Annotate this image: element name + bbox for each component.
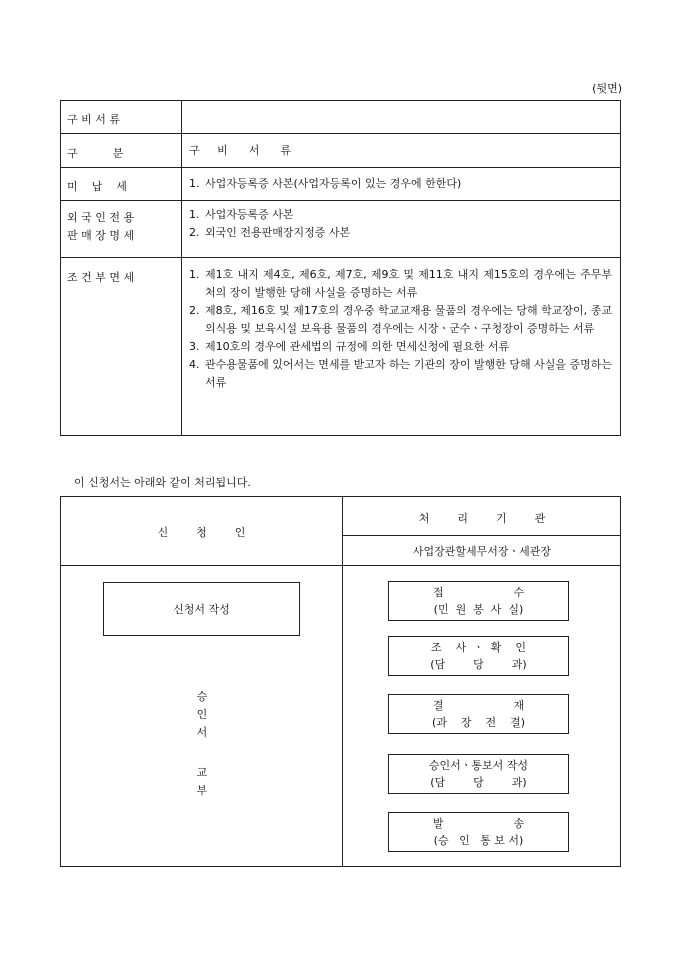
table-header-label: 구 비 서 류 (67, 113, 120, 126)
applicant-header: 신 청 인 (157, 526, 246, 539)
agency-step-box: 승인서ㆍ통보서 작성 (담 당 과) (388, 754, 569, 794)
document-item: 2. 외국인 전용판매장지정증 사본 (189, 226, 351, 239)
column-divider (181, 101, 182, 435)
agency-step-box: 결 재 (과 장 전 결) (388, 694, 569, 734)
process-table (60, 496, 621, 867)
agency-step-box: 조 사 ㆍ 확 인 (담 당 과) (388, 636, 569, 676)
document-item: 1. 사업자등록증 사본 (189, 208, 294, 221)
row-documents (189, 206, 612, 242)
applicant-step-label: 신청서 작성 (173, 602, 230, 616)
row-documents (189, 266, 612, 392)
row-documents (189, 175, 612, 193)
document-item: 1. 제1호 내지 제4호, 제6호, 제7호, 제9호 및 제11호 내지 제15호의 경우에는 주무부처의 장이 발행한 당해 사실을 증명하는 서류 (189, 268, 612, 299)
column-header-documents: 구 비 서 류 (189, 144, 291, 157)
column-header-category: 구 분 (67, 147, 124, 160)
agency-header: 처 리 기 관 (418, 512, 546, 525)
document-item: 3. 제10호의 경우에 관세법의 규정에 의한 면세신청에 필요한 서류 (189, 340, 510, 353)
row-category: 미 납 세 (67, 180, 127, 193)
agency-name: 사업장관할세무서장ㆍ세관장 (412, 545, 552, 558)
applicant-step-box (103, 582, 300, 636)
page-side-label: (뒷면) (592, 82, 622, 95)
agency-step-box: 접 수 (민 원 봉 사 실) (388, 581, 569, 621)
row-category: 외 국 인 전 용 (67, 211, 135, 224)
process-intro: 이 신청서는 아래와 같이 처리됩니다. (74, 476, 251, 489)
row-category: 조 건 부 면 세 (67, 271, 135, 284)
document-item: 4. 관수용물품에 있어서는 면세를 받고자 하는 기관의 장이 발행한 당해 사실을 증명하는 서류 (189, 358, 612, 389)
document-item: 2. 제8호, 제16호 및 제17호의 경우중 학교교재용 물품의 경우에는 당해 학교장이, 종교의식용 및 보육시설 보육용 물품의 경우에는 시장ㆍ군수ㆍ구청장이 증명하는 서류 (189, 304, 612, 335)
row-category-line2: 판 매 장 명 세 (67, 229, 135, 242)
applicant-vertical-label: 교 부 (196, 766, 208, 797)
document-item: 1. 사업자등록증 사본(사업자등록이 있는 경우에 한한다) (189, 177, 462, 190)
agency-step-box: 발 송 (승 인 통 보 서) (388, 812, 569, 852)
applicant-vertical-label: 승 인 서 (196, 690, 208, 739)
required-docs-table (60, 100, 621, 436)
